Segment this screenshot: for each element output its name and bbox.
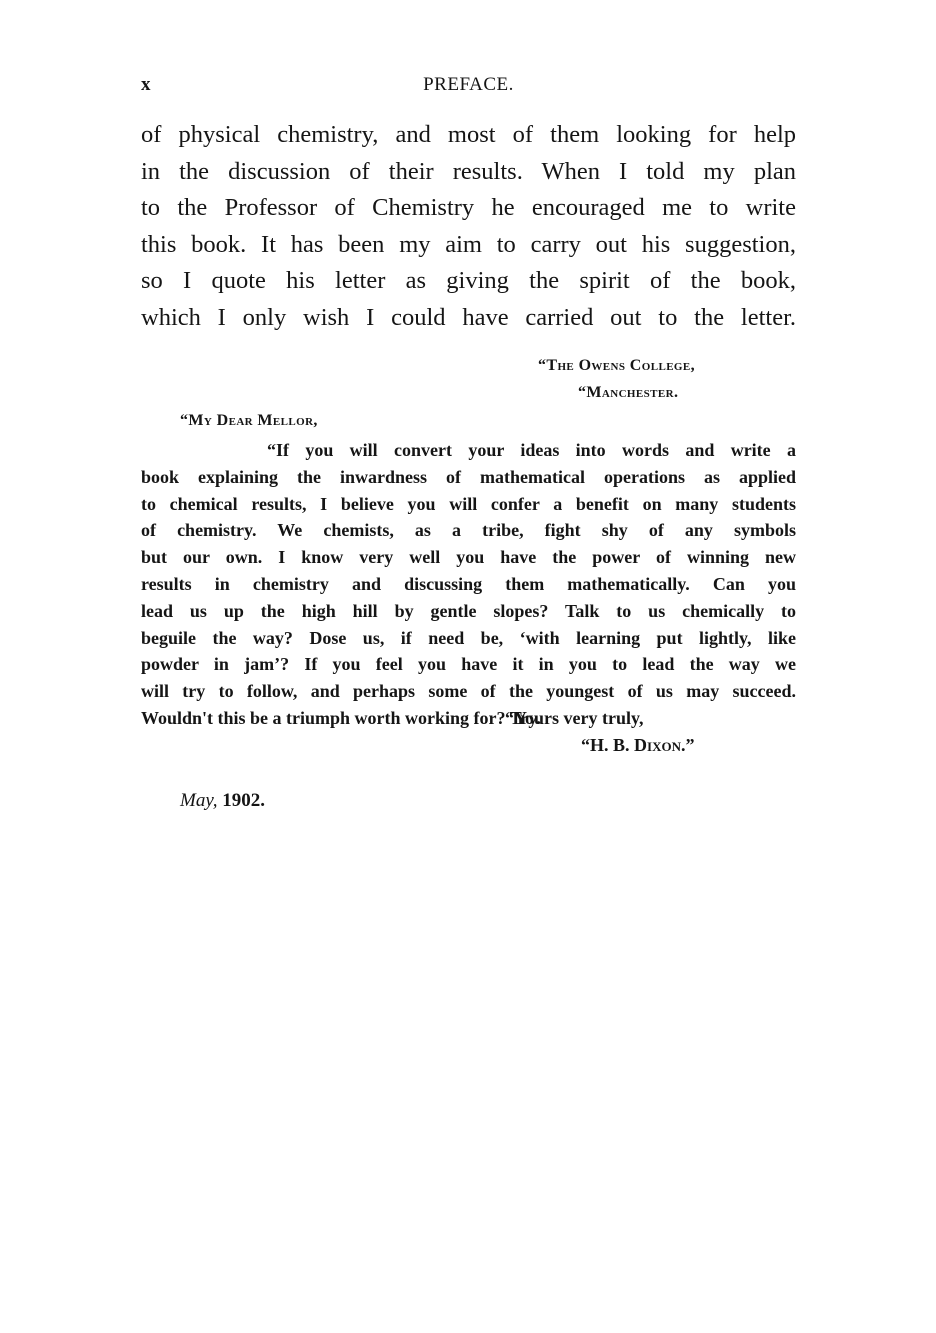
letter-line: book explaining the inwardness of mathematical operations as applied: [141, 466, 796, 487]
letter-line: lead us up the high hill by gentle slopes? Talk to us chemically to: [141, 600, 796, 621]
letter-line: to chemical results, I believe you will confer a benefit on many students: [141, 493, 796, 514]
letter-line: but our own. I know very well you have the power of winning new: [141, 547, 796, 568]
letter-line: beguile the way? Dose us, if need be, ‘with learning put lightly, like: [141, 627, 796, 648]
page-header: [141, 74, 796, 104]
letter-line: powder in jam’? If you feel you have it in you to lead the way we: [141, 654, 796, 675]
preface-date: [180, 790, 265, 812]
date-year: 1902.: [222, 790, 265, 811]
paragraph-line: this book. It has been my aim to carry out his suggestion,: [141, 230, 796, 258]
letter-line: “If you will convert your ideas into words and write a: [267, 440, 796, 460]
preface-paragraph: [141, 117, 796, 336]
letter-line: results in chemistry and discussing them mathematically. Can you: [141, 573, 796, 594]
paragraph-line: to the Professor of Chemistry he encouraged me to write: [141, 194, 796, 221]
letter-address-line-1: “The Owens College,: [538, 357, 696, 374]
running-title: PREFACE.: [423, 74, 514, 95]
letter-line: of chemistry. We chemists, as a tribe, fight shy of any symbols: [141, 520, 796, 541]
letter-closing: “Yours very truly,: [505, 708, 644, 728]
paragraph-line: in the discussion of their results. When I told my plan: [141, 157, 796, 185]
paragraph-line: which I only wish I could have carried out to the letter.: [141, 303, 796, 331]
letter-salutation: “My Dear Mellor,: [180, 412, 318, 429]
letter-line: will try to follow, and perhaps some of the youngest of us may succeed.: [141, 681, 796, 702]
page-number: x: [141, 74, 151, 95]
letter-line: Wouldn't this be a triumph worth working for? Try.: [141, 707, 541, 728]
paragraph-line: of physical chemistry, and most of them looking for help: [141, 121, 796, 148]
paragraph-line: so I quote his letter as giving the spirit of the book,: [141, 267, 796, 294]
letter-signature: “H. B. Dixon.”: [581, 735, 695, 755]
letter-body: [141, 437, 796, 732]
date-month: May,: [180, 790, 218, 811]
letter-address-line-2: “Manchester.: [578, 384, 679, 401]
